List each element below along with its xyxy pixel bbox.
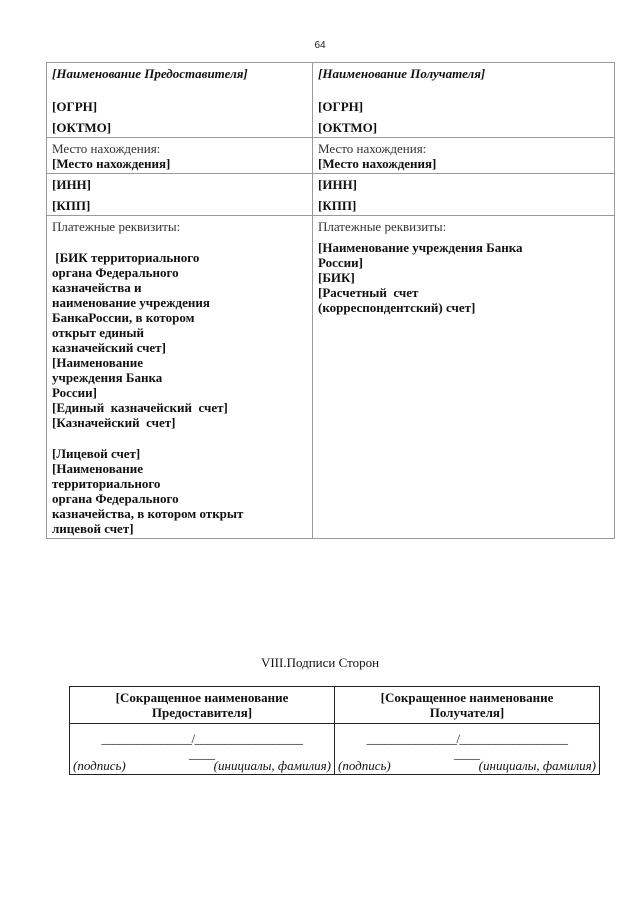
recipient-tax-cell <box>313 174 615 216</box>
payment-line: органа Федерального <box>52 491 179 506</box>
name-caption: (инициалы, фамилия) <box>213 758 331 773</box>
provider-oktmo: [ОКТМО] <box>52 120 112 135</box>
name-caption: (инициалы, фамилия) <box>478 758 596 773</box>
payment-line: [Единый казначейский счет] <box>52 400 228 415</box>
recipient-short-name-line2: Получателя] <box>429 705 505 720</box>
payment-line: [Наименование <box>52 355 143 370</box>
payment-line: казначейства, в котором открыт <box>52 506 244 521</box>
payment-line: (корреспондентский) счет] <box>318 300 476 315</box>
signature-line: _______________/__________________ <box>101 731 303 746</box>
payment-line: территориального <box>52 476 161 491</box>
table-row <box>47 63 615 138</box>
payment-line: лицевой счет] <box>52 521 134 536</box>
signature-line: _______________/__________________ <box>366 731 568 746</box>
payment-line: [Наименование <box>52 461 143 476</box>
provider-location-label: Место нахождения: <box>52 141 161 156</box>
table-row <box>47 174 615 216</box>
provider-inn: [ИНН] <box>52 177 91 192</box>
recipient-location-cell <box>313 138 615 174</box>
provider-location-value: [Место нахождения] <box>52 156 171 171</box>
signature-caption: (подпись) <box>338 758 391 773</box>
provider-payment-cell <box>47 216 313 539</box>
provider-name-cell <box>47 63 313 138</box>
table-row <box>47 216 615 539</box>
recipient-name: [Наименование Получателя] <box>318 66 486 81</box>
page-number: 64 <box>314 40 326 51</box>
signature-caption: (подпись) <box>73 758 126 773</box>
payment-line: [Расчетный счет <box>318 285 419 300</box>
recipient-location-label: Место нахождения: <box>318 141 427 156</box>
recipient-ogrn: [ОГРН] <box>318 99 364 114</box>
table-row <box>70 687 600 724</box>
provider-short-name-line1: [Сокращенное наименование <box>115 690 289 705</box>
recipient-inn: [ИНН] <box>318 177 357 192</box>
signatures-table <box>69 686 600 775</box>
recipient-signature-cell <box>335 724 600 775</box>
payment-line: органа Федерального <box>52 265 179 280</box>
payment-line: учреждения Банка <box>52 370 163 385</box>
provider-tax-cell <box>47 174 313 216</box>
provider-short-name-line2: Предоставителя] <box>151 705 253 720</box>
payment-line: России] <box>52 385 97 400</box>
payment-line: БанкаРоссии, в котором <box>52 310 195 325</box>
recipient-payment-label: Платежные реквизиты: <box>318 219 447 234</box>
provider-payment-label: Платежные реквизиты: <box>52 219 181 234</box>
provider-kpp: [КПП] <box>52 198 91 213</box>
provider-location-cell <box>47 138 313 174</box>
requisites-table <box>46 62 615 539</box>
payment-line: казначейский счет] <box>52 340 166 355</box>
payment-line: [БИК территориального <box>52 250 200 265</box>
signature-line-short: ____ <box>189 746 215 761</box>
recipient-signature-header <box>335 687 600 724</box>
provider-payment-details <box>52 250 307 536</box>
payment-line: [Лицевой счет] <box>52 446 141 461</box>
payment-line: [Казначейский счет] <box>52 415 176 430</box>
recipient-oktmo: [ОКТМО] <box>318 120 378 135</box>
provider-signature-cell <box>70 724 335 775</box>
signature-line-short: ____ <box>454 746 480 761</box>
payment-line: [Наименование учреждения Банка <box>318 240 523 255</box>
recipient-payment-details <box>318 240 609 315</box>
recipient-location-value: [Место нахождения] <box>318 156 437 171</box>
provider-name: [Наименование Предоставителя] <box>52 66 248 81</box>
payment-line: наименование учреждения <box>52 295 210 310</box>
recipient-kpp: [КПП] <box>318 198 357 213</box>
table-row <box>47 138 615 174</box>
recipient-payment-cell <box>313 216 615 539</box>
payment-line: казначейства и <box>52 280 142 295</box>
payment-line: России] <box>318 255 363 270</box>
section-title: VIII.Подписи Сторон <box>260 655 380 670</box>
provider-signature-header <box>70 687 335 724</box>
table-row <box>70 724 600 775</box>
provider-ogrn: [ОГРН] <box>52 99 98 114</box>
payment-line: открыт единый <box>52 325 145 340</box>
payment-line: [БИК] <box>318 270 355 285</box>
recipient-short-name-line1: [Сокращенное наименование <box>380 690 554 705</box>
recipient-name-cell <box>313 63 615 138</box>
